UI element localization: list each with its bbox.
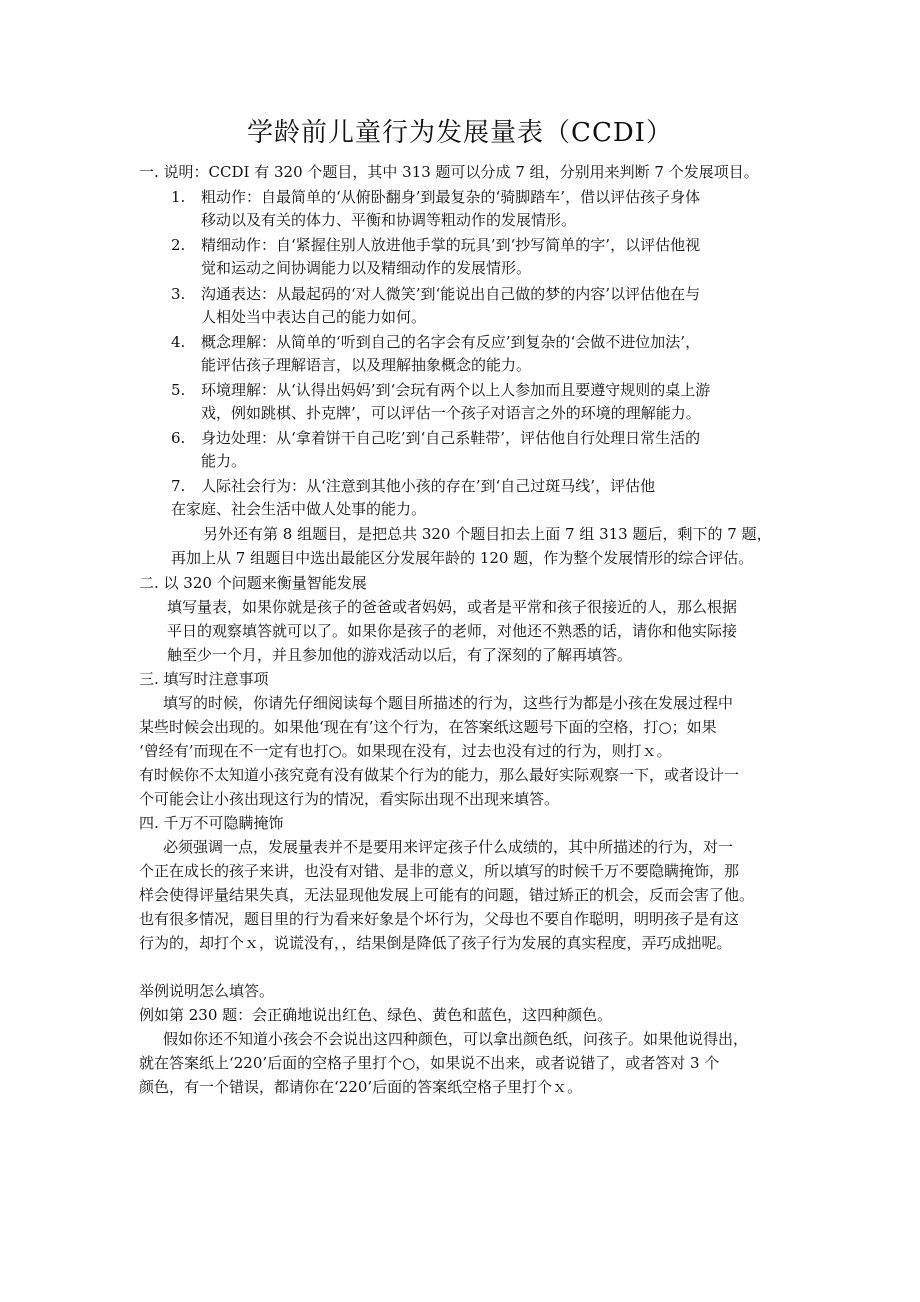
list-item-text: 人际社会行为：从‘注意到其他小孩的存在’到‘自己过斑马线’，评估他 [201,477,656,495]
section3-heading: 三. 填写时注意事项 [139,670,269,688]
paragraph-line: 有时候你不太知道小孩究竟有没有做某个行为的能力，那么最好实际观察一下，或者设计一 [139,766,740,784]
list-item-text: 戏，例如跳棋、扑克牌’，可以评估一个孩子对语言之外的环境的理解能力。 [201,404,701,422]
list-item-text: 精细动作：自‘紧握住别人放进他手掌的玩具’到‘抄写简单的字’，以评估他视 [201,236,701,254]
list-item-text: 沟通表达：从最起码的‘对人微笑’到‘能说出自己做的梦的内容’以评估他在与 [201,285,701,303]
list-item-number: 6. [171,429,186,447]
list-item-text: 觉和运动之间协调能力以及精细动作的发展情形。 [201,259,532,277]
list-item-text: 能评估孩子理解语言，以及理解抽象概念的能力。 [201,356,532,374]
list-item-number: 3. [171,285,186,303]
list-item-text: 概念理解：从简单的‘听到自己的名字会有反应’到复杂的‘会做不进位加法’， [201,333,701,351]
paragraph-line: 另外还有第 8 组题目，是把总共 320 个题目扣去上面 7 组 313 题后，剩下的 7 题， [203,525,772,543]
list-item-text: 粗动作：自最简单的‘从俯卧翻身’到最复杂的‘骑脚踏车’，借以评估孩子身体 [201,188,701,206]
paragraph-line: 填写量表，如果你就是孩子的爸爸或者妈妈，或者是平常和孩子很接近的人，那么根据 [167,598,738,616]
list-item-number: 7. [171,477,186,495]
paragraph-line: 某些时候会出现的。如果他‘现在有’这个行为，在答案纸这题号下面的空格，打○；如果 [139,718,717,736]
paragraph-line: 平日的观察填答就可以了。如果你是孩子的老师，对他还不熟悉的话，请你和他实际接 [167,622,738,640]
list-item-text: 能力。 [201,452,247,470]
paragraph-line: 就在答案纸上‘220’后面的空格子里打个○，如果说不出来，或者说错了，或者答对 3 个 [139,1054,720,1072]
list-item-text: 在家庭、社会生活中做人处事的能力。 [171,500,427,518]
paragraph-line: 例如第 230 题：会正确地说出红色、绿色、黄色和蓝色，这四种颜色。 [139,1006,613,1024]
paragraph-line: ‘曾经有’而现在不一定有也打○。如果现在没有，过去也没有过的行为，则打ｘ。 [139,742,672,760]
section2-heading: 二. 以 320 个问题来衡量智能发展 [139,574,367,592]
paragraph-line: 再加上从 7 组题目中选出最能区分发展年龄的 120 题，作为整个发展情形的综合评估。 [171,549,754,567]
list-item-text: 环境理解：从‘认得出妈妈’到‘会玩有两个以上人参加而且要遵守规则的桌上游 [201,381,711,399]
list-item-text: 人相处当中表达自己的能力如何。 [201,308,427,326]
paragraph-line: 行为的，却打个ｘ，说谎没有，，结果倒是降低了孩子行为发展的真实程度，弄巧成拙呢。 [139,934,732,952]
paragraph-line: 必须强调一点，发展量表并不是要用来评定孩子什么成绩的，其中所描述的行为，对一 [163,838,734,856]
paragraph-line: 颜色，有一个错误，都请你在‘220’后面的答案纸空格子里打个ｘ。 [139,1078,583,1096]
list-item-number: 1. [171,188,186,206]
paragraph-line: 也有很多情况，题目里的行为看来好象是个坏行为，父母也不要自作聪明，明明孩子是有这 [139,910,740,928]
list-item-number: 4. [171,333,186,351]
page-title: 学龄前儿童行为发展量表（CCDI） [247,118,673,148]
list-item-number: 2. [171,236,186,254]
paragraph-line: 样会使得评量结果失真，无法显现他发展上可能有的问题，错过矫正的机会，反而会害了他。 [139,886,755,904]
section1-heading: 一. 说明：CCDI 有 320 个题目，其中 313 题可以分成 7 组，分别用来判断 7 个发展项目。 [139,163,759,181]
example-heading: 举例说明怎么填答。 [139,982,275,1000]
paragraph-line: 个正在成长的孩子来讲，也没有对错、是非的意义，所以填写的时候千万不要隐瞒掩饰，那 [139,862,740,880]
section4-heading: 四. 千万不可隐瞒掩饰 [139,814,284,832]
paragraph-line: 填写的时候，你请先仔细阅读每个题目所描述的行为，这些行为都是小孩在发展过程中 [163,694,734,712]
paragraph-line: 个可能会让小孩出现这行为的情况，看实际出现不出现来填答。 [139,790,560,808]
paragraph-line: 触至少一个月，并且参加他的游戏活动以后，有了深刻的了解再填答。 [167,646,633,664]
list-item-text: 移动以及有关的体力、平衡和协调等粗动作的发展情形。 [201,211,577,229]
list-item-number: 5. [171,381,186,399]
list-item-text: 身边处理：从‘拿着饼干自己吃’到‘自己系鞋带’，评估他自行处理日常生活的 [201,429,701,447]
paragraph-line: 假如你还不知道小孩会不会说出这四种颜色，可以拿出颜色纸，问孩子。如果他说得出， [163,1030,749,1048]
